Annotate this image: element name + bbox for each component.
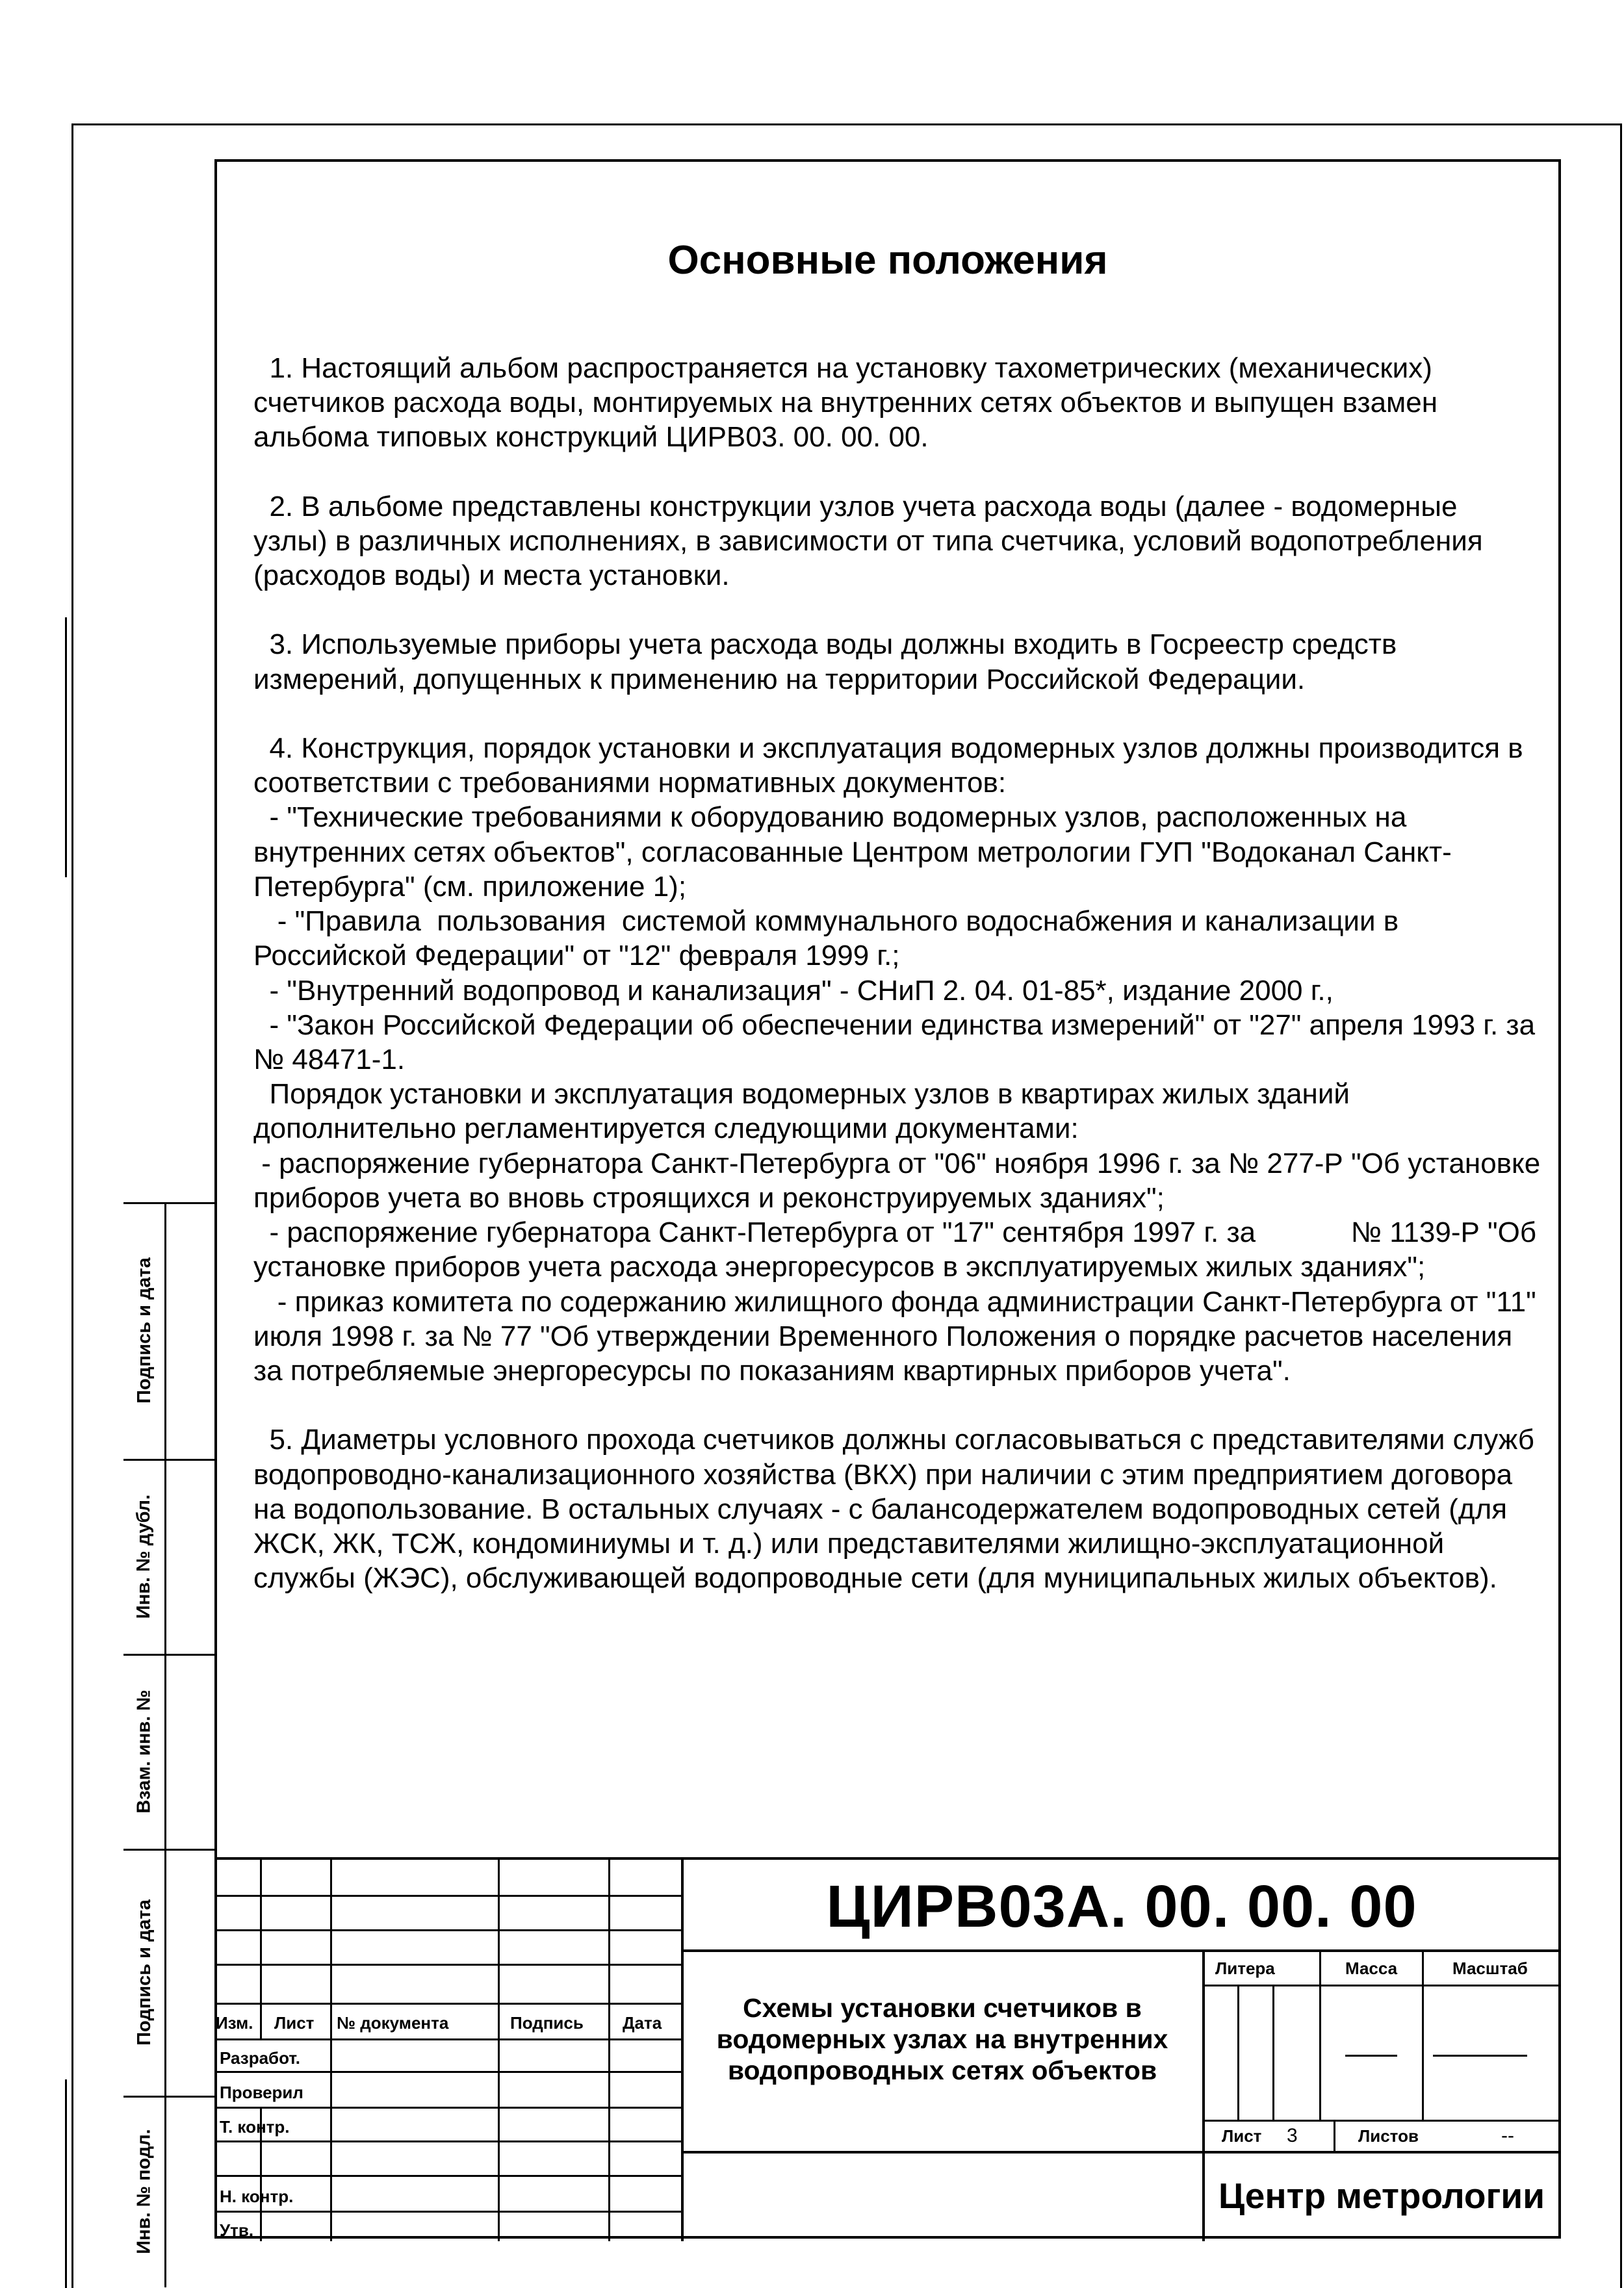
paragraph-3: 3. Используемые приборы учета расхода воды должны входить в Госреестр средств измерений, допущенных к применению на территории Российской Федерации. — [253, 628, 1405, 695]
binding-edge-mark — [65, 2079, 67, 2288]
role-checked: Проверил — [220, 2083, 303, 2102]
sheets-value: -- — [1501, 2125, 1514, 2146]
mass-label: Масса — [1345, 1959, 1398, 1978]
side-label-signature-date-2: Подпись и дата — [133, 1899, 155, 2046]
page-title: Основные положения — [667, 238, 1108, 283]
paragraph-5: 5. Диаметры условного прохода счетчиков должны согласовываться с представителями служб водопроводно-канализационного хозяйства (ВКХ) при наличии с этим предприятием договора на водопользование. В остальных случаях - с балансодержателем водопроводных сетей (для ЖСК, ЖК, ТСЖ, кондоминиумы и т. д.) или представителями жилищно-эксплуатационной службы (ЖЭС), обслуживающей водопроводные сети (для муниципальных жилых объектов). — [253, 1424, 1543, 1595]
binding-edge-mark — [65, 617, 67, 877]
title-block — [214, 1857, 1561, 2239]
role-approved: Утв. — [220, 2220, 254, 2240]
organization-name: Центр метрологии — [1218, 2176, 1545, 2216]
col-header-signature: Подпись — [510, 2013, 584, 2033]
document-name: Схемы установки счетчиков в водомерных узлах на внутренних водопроводных сетях объектов — [716, 1993, 1168, 2085]
litera-label: Литера — [1215, 1959, 1275, 1978]
scale-label: Масштаб — [1452, 1959, 1528, 1978]
side-label-original-inventory: Инв. № подл. — [133, 2129, 155, 2254]
sheet-label: Лист — [1222, 2126, 1262, 2146]
col-header-change: Изм. — [216, 2013, 253, 2033]
side-strip — [123, 1202, 214, 2287]
role-t-control: Т. контр. — [220, 2117, 290, 2137]
col-header-date: Дата — [623, 2013, 662, 2033]
paragraph-4: 4. Конструкция, порядок установки и эксплуатация водомерных узлов должны производится в соответствии с требованиями нормативных документов: - "Технические требованиями к оборудованию водомерных узлов, расположенных на внутренних сетях объектов", согласованные Центром метрологии ГУП "Водоканал Санкт-Петербурга" (см. приложение 1); - "Правила пользования системой коммунального водоснабжения и канализации в Российской Федерации" от "12" февраля 1999 г.; - "Внутренний водопровод и канализация" - СНиП 2. 04. 01-85*, издание 2000 г., - "Закон Российской Федерации об обеспечении единства измерений" от "27" апреля 1993 г. за № 48471-1. Порядок установки и эксплуатация водомерных узлов в квартирах жилых зданий дополнительно регламентируется следующими документами: - распоряжение губернатора Санкт-Петербурга от "06" ноября 1996 г. за № 277-Р "Об установке приборов учета во вновь строящихся и реконструируемых зданиях"; - распоряжение губернатора Санкт-Петербурга от "17" сентября 1997 г. за № 1139-Р "Об установке приборов учета расхода энергоресурсов в эксплуатируемых жилых зданиях"; - приказ комитета по содержанию жилищного фонда администрации Санкт-Петербурга от "11" июля 1998 г. за № 77 "Об утверждении Временного Положения о порядке расчетов населения за потребляемые энергоресурсы по показаниям квартирных приборов учета". — [253, 732, 1541, 1387]
sheets-label: Листов — [1358, 2126, 1419, 2146]
col-header-doc-number: № документа — [337, 2013, 449, 2033]
document-code: ЦИРВ03А. 00. 00. 00 — [826, 1873, 1417, 1940]
sheet-value: 3 — [1287, 2125, 1298, 2146]
scale-dash — [1433, 2055, 1527, 2057]
paragraph-2: 2. В альбоме представлены конструкции узлов учета расхода воды (далее - водомерные узлы) в различных исполнениях, в зависимости от типа счетчика, условий водопотребления (расходов воды) и места установки. — [253, 490, 1491, 592]
role-n-control: Н. контр. — [220, 2187, 294, 2206]
document-body — [253, 351, 1547, 1596]
mass-dash — [1345, 2055, 1397, 2057]
col-header-sheet: Лист — [274, 2013, 315, 2033]
side-label-dup-inventory: Инв. № дубл. — [133, 1494, 155, 1619]
side-label-signature-date: Подпись и дата — [133, 1257, 155, 1404]
paragraph-1: 1. Настоящий альбом распространяется на установку тахометрических (механических) счетчиков расхода воды, монтируемых на внутренних сетях объектов и выпущен взамен альбома типовых конструкций ЦИРВ03. 00. 00. 00. — [253, 352, 1446, 454]
role-developed: Разработ. — [220, 2048, 301, 2068]
side-label-replaced-inventory: Взам. инв. № — [133, 1689, 155, 1814]
